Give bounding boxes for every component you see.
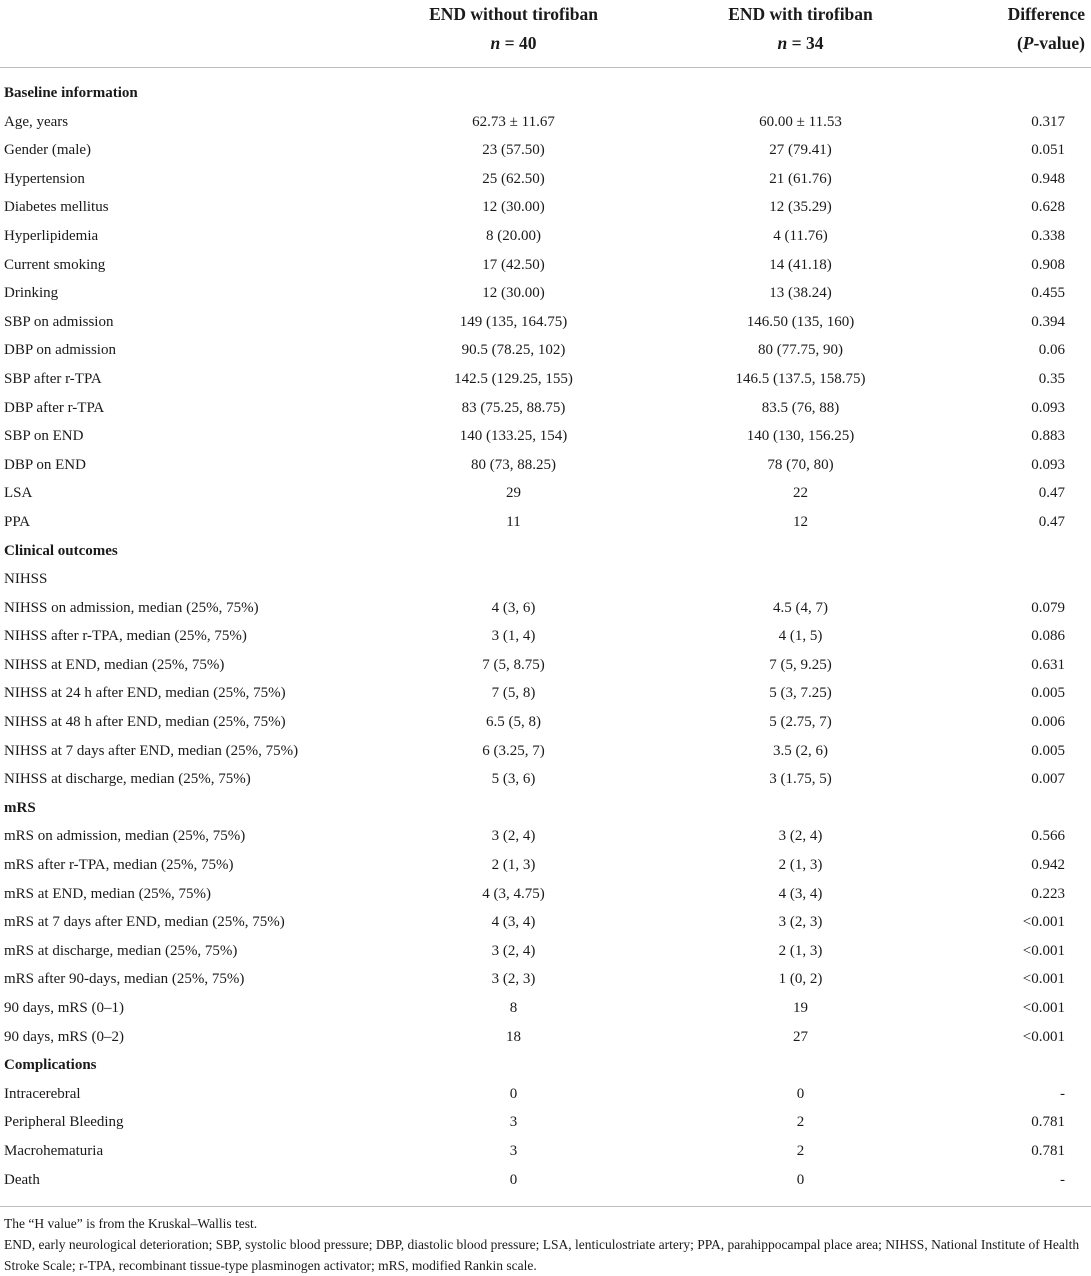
row-label: DBP after r-TPA [4,399,105,416]
cell-with-tirofiban: 14 (41.18) [769,256,832,273]
cell-without-tirofiban: 0 [509,1085,518,1102]
cell-p-value: 0.086 [1031,628,1065,645]
header-col2-n [657,29,944,58]
section-row [0,68,1091,108]
cell-p-value: <0.001 [1022,971,1065,988]
cell-with-tirofiban: 3.5 (2, 6) [773,742,828,759]
cell-with-tirofiban: 7 (5, 9.25) [769,656,832,673]
table-row [0,336,1091,365]
footnote-h-value: The “H value” is from the Kruskal–Wallis test. [4,1216,258,1231]
row-label: Age, years [4,113,69,130]
cell-p-value: 0.781 [1031,1114,1065,1131]
row-label: Diabetes mellitus [4,199,109,216]
cell-p-value: 0.47 [1038,513,1065,530]
footnote-abbreviations: END, early neurological deterioration; SBP, systolic blood pressure; DBP, diastolic blood pressure; LSA, lenticulostriate artery; PPA, parahippocampal place area; NIHSS, National Institute of Health Stroke Scale; r-TPA, recombinant tissue-type plasminogen activator; mRS, modified Rankin scale. [4,1237,1080,1273]
p-value-suffix: -value) [1033,33,1085,53]
header-col1-n [370,29,657,58]
cell-without-tirofiban: 18 [506,1028,521,1045]
row-label: Gender (male) [4,142,92,159]
n-value: 34 [805,33,824,53]
cell-p-value: 0.455 [1031,285,1065,302]
cell-with-tirofiban: 146.50 (135, 160) [746,313,855,330]
cell-p-value: 0.948 [1031,170,1065,187]
table-row [0,965,1091,994]
cell-with-tirofiban: 2 [796,1142,805,1159]
cell-without-tirofiban: 3 (1, 4) [491,628,536,645]
table-body [0,68,1091,1195]
cell-without-tirofiban: 7 (5, 8.75) [482,656,545,673]
row-label: Complications [4,1057,97,1074]
cell-without-tirofiban [370,537,657,566]
cell-with-tirofiban: 2 (1, 3) [778,942,823,959]
cell-with-tirofiban: 3 (2, 3) [778,914,823,931]
table-row [0,1166,1091,1195]
table-row [0,308,1091,337]
table-row [0,365,1091,394]
cell-without-tirofiban: 8 [509,1000,518,1016]
cell-with-tirofiban: 2 [796,1114,805,1131]
cell-without-tirofiban: 2 (1, 3) [491,857,536,874]
cell-without-tirofiban: 3 [509,1114,518,1131]
table-header-row [0,0,1091,68]
cell-p-value: 0.781 [1031,1142,1065,1159]
cell-with-tirofiban: 80 (77.75, 90) [758,342,843,359]
cell-p-value: <0.001 [1022,1000,1065,1016]
cell-p-value: 0.942 [1031,857,1065,874]
cell-p-value: 0.093 [1031,456,1065,473]
section-row [0,1051,1091,1080]
table-row [0,1137,1091,1166]
equals-sign: = [500,33,519,53]
cell-without-tirofiban: 12 (30.00) [482,199,545,216]
table-row [0,1108,1091,1137]
cell-with-tirofiban: 1 (0, 2) [778,971,823,988]
cell-p-value: 0.883 [1031,428,1065,445]
cell-with-tirofiban: 19 [793,1000,808,1016]
cell-with-tirofiban: 60.00 ± 11.53 [759,113,842,130]
table-row [0,937,1091,966]
cell-without-tirofiban: 4 (3, 4) [491,914,536,931]
row-label: Death [4,1171,40,1188]
cell-p-value: <0.001 [1022,1028,1065,1045]
cell-without-tirofiban: 83 (75.25, 88.75) [461,399,566,416]
cell-without-tirofiban: 149 (135, 164.75) [459,313,568,330]
table-row [0,822,1091,851]
table-row [0,479,1091,508]
cell-without-tirofiban: 3 [509,1142,518,1159]
cell-without-tirofiban [370,565,657,594]
table-row [0,908,1091,937]
cell-with-tirofiban: 5 (3, 7.25) [769,685,832,702]
table-row [0,851,1091,880]
table-row [0,451,1091,480]
header-col2-title: END with tirofiban [728,4,873,24]
cell-without-tirofiban [370,794,657,823]
table-row [0,193,1091,222]
cell-with-tirofiban [657,537,944,566]
row-label: Intracerebral [4,1085,81,1102]
row-label: mRS after 90-days, median (25%, 75%) [4,971,245,988]
table-row [0,565,1091,594]
cell-without-tirofiban: 90.5 (78.25, 102) [461,342,566,359]
cell-p-value: 0.47 [1038,485,1065,502]
cell-with-tirofiban: 140 (130, 156.25) [746,428,855,445]
row-label: mRS after r-TPA, median (25%, 75%) [4,857,234,874]
cell-with-tirofiban: 27 [793,1028,808,1045]
cell-without-tirofiban: 6.5 (5, 8) [486,714,541,731]
cell-p-value: 0.093 [1031,399,1065,416]
row-label: mRS at END, median (25%, 75%) [4,885,212,902]
cell-p-value: 0.005 [1031,685,1065,702]
cell-p-value [944,68,1091,108]
cell-p-value: <0.001 [1022,942,1065,959]
header-col-difference [944,0,1091,68]
row-label: SBP on admission [4,313,114,330]
row-label: Hyperlipidemia [4,227,99,244]
cell-p-value: 0.317 [1031,113,1065,130]
cell-p-value: 0.631 [1031,656,1065,673]
table-row [0,880,1091,909]
cell-without-tirofiban: 23 (57.50) [482,142,545,159]
table-row [0,222,1091,251]
cell-without-tirofiban: 7 (5, 8) [491,685,536,702]
cell-without-tirofiban: 3 (2, 4) [491,942,536,959]
row-label: Baseline information [4,85,138,101]
cell-p-value: 0.223 [1031,885,1065,902]
cell-with-tirofiban: 2 (1, 3) [778,857,823,874]
cell-p-value: 0.338 [1031,227,1065,244]
cell-without-tirofiban: 140 (133.25, 154) [459,428,568,445]
cell-without-tirofiban: 4 (3, 6) [491,599,536,616]
row-label: SBP on END [4,428,84,445]
row-label: DBP on END [4,456,86,473]
table-row [0,994,1091,1023]
cell-without-tirofiban: 29 [506,485,521,502]
row-label: Current smoking [4,256,106,273]
row-label: NIHSS on admission, median (25%, 75%) [4,599,259,616]
table-row [0,765,1091,794]
cell-with-tirofiban: 78 (70, 80) [767,456,834,473]
table-row [0,108,1091,137]
cell-without-tirofiban: 25 (62.50) [482,170,545,187]
table-row [0,422,1091,451]
row-label: Hypertension [4,170,85,187]
cell-without-tirofiban: 5 (3, 6) [491,771,536,788]
row-label: Clinical outcomes [4,542,118,559]
row-label: PPA [4,513,31,530]
cell-p-value: 0.628 [1031,199,1065,216]
cell-without-tirofiban: 3 (2, 4) [491,828,536,845]
row-label: NIHSS at 24 h after END, median (25%, 75%) [4,685,286,702]
n-symbol: n [777,33,788,53]
cell-with-tirofiban: 0 [796,1171,805,1188]
cell-without-tirofiban: 80 (73, 88.25) [471,456,556,473]
cell-with-tirofiban: 4.5 (4, 7) [773,599,828,616]
cell-with-tirofiban: 27 (79.41) [769,142,832,159]
cell-p-value: 0.051 [1031,142,1065,159]
cell-without-tirofiban: 62.73 ± 11.67 [472,113,555,130]
cell-with-tirofiban [657,565,944,594]
cell-with-tirofiban [657,794,944,823]
cell-p-value [944,794,1091,823]
header-col-with-tirofiban [657,0,944,68]
cell-p-value [944,1051,1091,1080]
table-row [0,594,1091,623]
row-label: Macrohematuria [4,1142,104,1159]
row-label: 90 days, mRS (0–2) [4,1028,124,1045]
row-label: NIHSS [4,571,48,588]
cell-with-tirofiban: 4 (1, 5) [778,628,823,645]
row-label: Drinking [4,285,59,302]
cell-p-value [944,565,1091,594]
table-row [0,165,1091,194]
table-row [0,651,1091,680]
cell-p-value: 0.006 [1031,714,1065,731]
cell-without-tirofiban: 17 (42.50) [482,256,545,273]
cell-without-tirofiban: 0 [509,1171,518,1188]
cell-without-tirofiban [370,68,657,108]
cell-with-tirofiban: 0 [796,1085,805,1102]
table-row [0,737,1091,766]
cell-without-tirofiban: 6 (3.25, 7) [482,742,545,759]
cell-without-tirofiban: 12 (30.00) [482,285,545,302]
cell-p-value: 0.394 [1031,313,1065,330]
section-row [0,794,1091,823]
table-row [0,136,1091,165]
cell-with-tirofiban: 146.5 (137.5, 158.75) [735,370,866,387]
row-label: SBP after r-TPA [4,370,102,387]
cell-p-value: 0.35 [1038,370,1065,387]
cell-without-tirofiban [370,1051,657,1080]
row-label: NIHSS at 48 h after END, median (25%, 75%) [4,714,286,731]
cell-with-tirofiban: 12 [793,513,808,530]
table-row [0,1023,1091,1052]
cell-without-tirofiban: 4 (3, 4.75) [482,885,545,902]
cell-with-tirofiban [657,68,944,108]
row-label: Peripheral Bleeding [4,1114,124,1131]
cell-p-value: <0.001 [1022,914,1065,931]
table-footnotes [0,1206,1091,1276]
cell-with-tirofiban: 5 (2.75, 7) [769,714,832,731]
cell-with-tirofiban: 4 (3, 4) [778,885,823,902]
table-row [0,679,1091,708]
cell-with-tirofiban: 13 (38.24) [769,285,832,302]
table-row [0,394,1091,423]
cell-without-tirofiban: 8 (20.00) [486,227,541,244]
row-label: NIHSS after r-TPA, median (25%, 75%) [4,628,247,645]
cell-p-value: 0.06 [1038,342,1065,359]
cell-with-tirofiban: 21 (61.76) [769,170,832,187]
row-label: mRS at 7 days after END, median (25%, 75%) [4,914,285,931]
cell-p-value: 0.079 [1031,599,1065,616]
header-col3-title: Difference [1007,4,1085,24]
cell-without-tirofiban: 142.5 (129.25, 155) [454,370,573,387]
table-row [0,508,1091,537]
equals-sign: = [787,33,806,53]
header-col1-title: END without tirofiban [429,4,598,24]
table-row [0,622,1091,651]
section-row [0,537,1091,566]
row-label: DBP on admission [4,342,116,359]
cell-p-value: 0.908 [1031,256,1065,273]
row-label: LSA [4,485,33,502]
cell-with-tirofiban: 83.5 (76, 88) [761,399,840,416]
row-label: mRS [4,799,36,816]
row-label: mRS on admission, median (25%, 75%) [4,828,246,845]
row-label: mRS at discharge, median (25%, 75%) [4,942,238,959]
cell-with-tirofiban: 3 (1.75, 5) [769,771,832,788]
row-label: NIHSS at END, median (25%, 75%) [4,656,225,673]
cell-without-tirofiban: 11 [506,513,521,530]
row-label: 90 days, mRS (0–1) [4,1000,124,1016]
table-row [0,251,1091,280]
p-symbol: P [1022,33,1034,53]
row-label: NIHSS at discharge, median (25%, 75%) [4,771,251,788]
table-row [0,708,1091,737]
cell-p-value: 0.007 [1031,771,1065,788]
cell-p-value [944,537,1091,566]
table-row [0,1080,1091,1109]
cell-with-tirofiban: 3 (2, 4) [778,828,823,845]
header-blank [0,0,370,68]
row-label: NIHSS at 7 days after END, median (25%, 75%) [4,742,299,759]
cell-with-tirofiban [657,1051,944,1080]
header-col-without-tirofiban [370,0,657,68]
cell-p-value: 0.566 [1031,828,1065,845]
table-row [0,279,1091,308]
cell-without-tirofiban: 3 (2, 3) [491,971,536,988]
cell-p-value: 0.005 [1031,742,1065,759]
cell-with-tirofiban: 12 (35.29) [769,199,832,216]
cell-with-tirofiban: 4 (11.76) [773,227,828,244]
cell-p-value: - [1060,1171,1065,1188]
n-value: 40 [518,33,537,53]
cell-p-value: - [1060,1085,1065,1102]
header-col3-sub: (P-value) [1016,33,1085,53]
cell-with-tirofiban: 22 [793,485,808,502]
n-symbol: n [490,33,501,53]
